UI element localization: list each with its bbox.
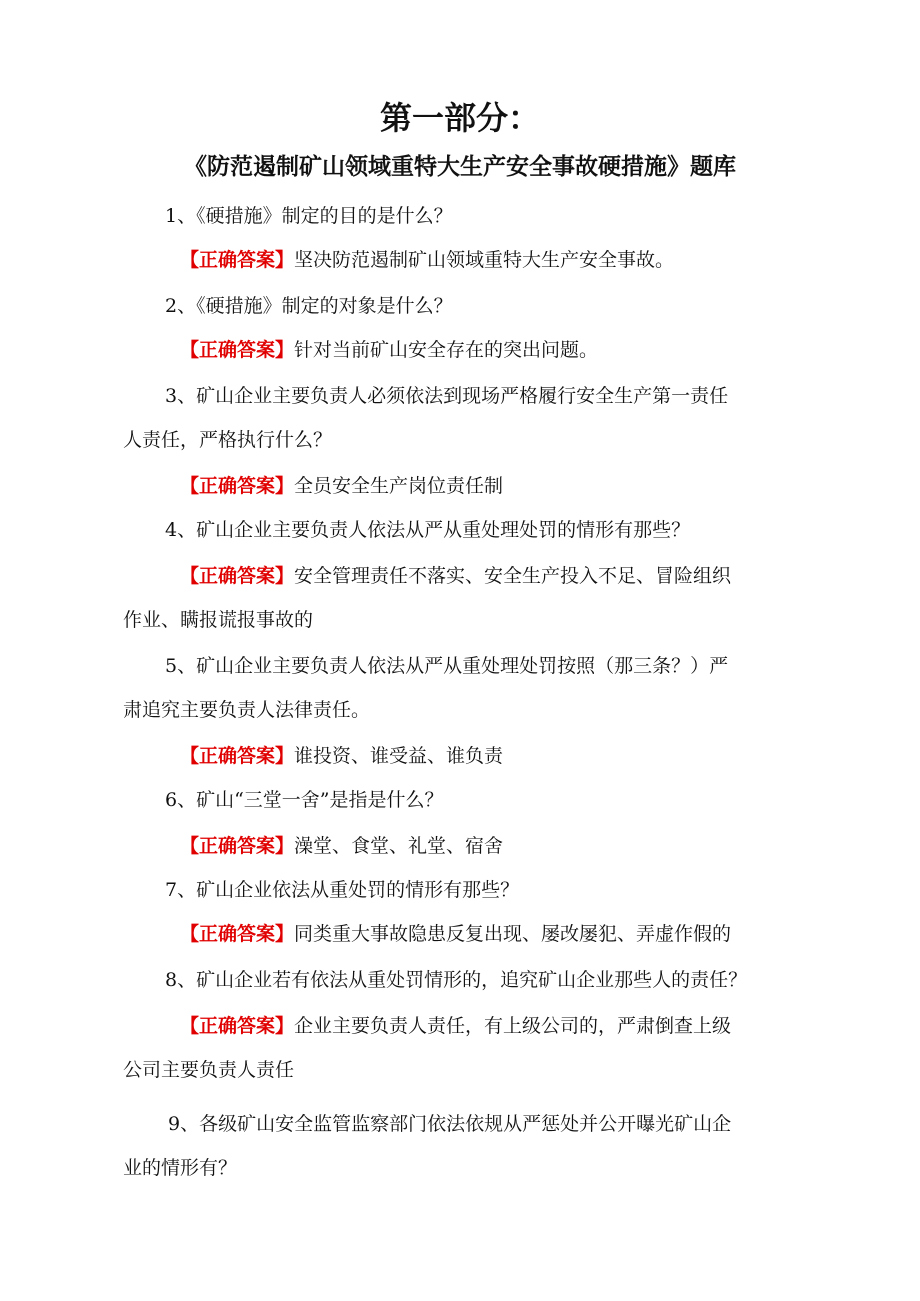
question-7: 7、矿山企业依法从重处罚的情形有那些？: [165, 879, 520, 901]
answer-text: 全员安全生产岗位责任制: [294, 475, 504, 497]
answer-3: [180, 472, 503, 500]
question-4: 4、矿山企业主要负责人依法从严从重处理处罚的情形有那些？: [165, 519, 691, 541]
answer-text: 坚决防范遏制矿山领域重特大生产安全事故。: [294, 249, 675, 271]
answer-8-cont: 公司主要负责人责任: [123, 1059, 295, 1081]
answer-8: [180, 1012, 731, 1040]
answer-1: [180, 246, 674, 274]
answer-tag: 【正确答案】: [180, 565, 295, 587]
question-2: 2、《硬措施》制定的对象是什么？: [165, 295, 453, 317]
question-8: 8、矿山企业若有依法从重处罚情形的，追究矿山企业那些人的责任？: [165, 969, 748, 991]
answer-tag: 【正确答案】: [180, 745, 295, 767]
answer-tag: 【正确答案】: [180, 249, 295, 271]
answer-6: [180, 832, 503, 860]
answer-text: 澡堂、食堂、礼堂、宿舍: [294, 835, 504, 857]
page-subtitle: 《防范遏制矿山领域重特大生产安全事故硬措施》题库: [184, 154, 736, 180]
question-6: 6、矿山“三堂一舍”是指是什么？: [165, 789, 444, 811]
answer-text: 企业主要负责人责任，有上级公司的，严肃倒查上级: [294, 1015, 732, 1037]
answer-5: [180, 742, 503, 770]
question-3-cont: 人责任，严格执行什么？: [123, 429, 333, 451]
answer-tag: 【正确答案】: [180, 1015, 295, 1037]
question-5: 5、矿山企业主要负责人依法从严从重处理处罚按照（那三条？）严: [165, 655, 729, 677]
answer-4: [180, 562, 731, 590]
question-9: 9、各级矿山安全监管监察部门依法依规从严惩处并公开曝光矿山企: [168, 1113, 732, 1135]
answer-2: [180, 336, 598, 364]
answer-4-cont: 作业、瞒报谎报事故的: [123, 609, 314, 631]
question-9-cont: 业的情形有？: [123, 1157, 238, 1179]
answer-tag: 【正确答案】: [180, 835, 295, 857]
page-title: 第一部分：: [379, 99, 540, 137]
question-3: 3、矿山企业主要负责人必须依法到现场严格履行安全生产第一责任: [165, 385, 729, 407]
answer-text: 针对当前矿山安全存在的突出问题。: [294, 339, 599, 361]
answer-tag: 【正确答案】: [180, 339, 295, 361]
question-5-cont: 肃追究主要负责人法律责任。: [123, 699, 371, 721]
answer-text: 谁投资、谁受益、谁负责: [294, 745, 504, 767]
answer-text: 同类重大事故隐患反复出现、屡改屡犯、弄虚作假的: [294, 923, 732, 945]
question-1: 1、《硬措施》制定的目的是什么？: [165, 205, 453, 227]
answer-7: [180, 920, 731, 948]
answer-text: 安全管理责任不落实、安全生产投入不足、冒险组织: [294, 565, 732, 587]
answer-tag: 【正确答案】: [180, 923, 295, 945]
answer-tag: 【正确答案】: [180, 475, 295, 497]
